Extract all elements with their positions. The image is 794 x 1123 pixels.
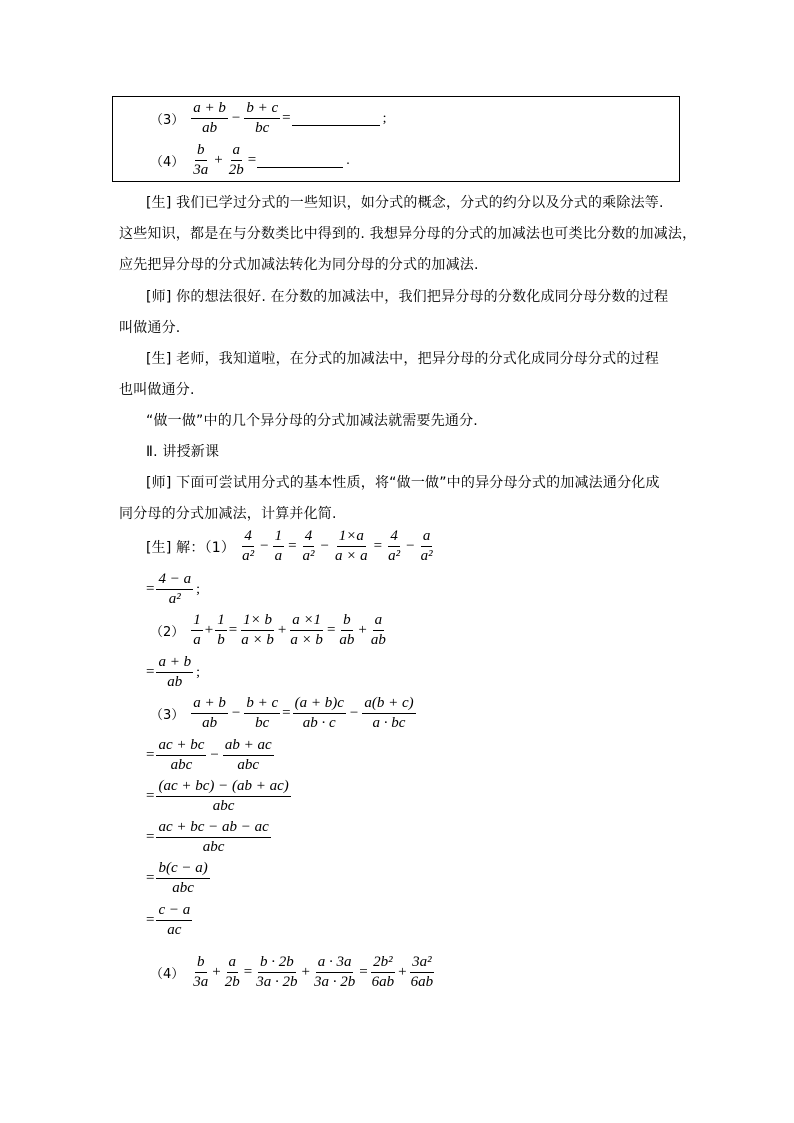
fraction: $\frac{b + c}{bc}$ xyxy=(246,695,279,731)
fraction: $\frac{1\times a}{a \times a}$ xyxy=(335,528,368,564)
fraction: $\frac{ab + ac}{\text{abc}}$ xyxy=(224,737,272,773)
solution-2-line: （2） $\frac{1}{a}$ + $\frac{1}{b}$ = $\frac{1\times b}{a \times b}$ + $\frac{a \times 1}{a \times b}$ = $\frac{b}{ab}$ + $\frac{a}{ab}$ xyxy=(150,612,386,648)
paragraph-line: 这些知识，都是在与分数类比中得到的. 我想异分母的分式的加减法也可类比分数的加减法， xyxy=(119,226,697,242)
fraction: $\frac{(a + b)c}{ab \cdot c}$ xyxy=(294,695,344,731)
paragraph-line: 同分母的分式加减法，计算并化简. xyxy=(119,506,337,522)
fraction: $\frac{ac + bc}{\text{abc}}$ xyxy=(158,737,205,773)
item-label: （4） xyxy=(150,155,185,170)
fraction: $\frac{1\times b}{a \times b}$ xyxy=(241,612,274,648)
fraction: $\frac{a}{2b}$ xyxy=(224,954,240,990)
paragraph-line: [生] 老师，我知道啦，在分式的加减法中，把异分母的分式化成同分母分式的过程 xyxy=(146,351,659,367)
fraction: $\frac{\text{2b²}}{6ab}$ xyxy=(371,954,395,990)
solution-3-step: = $\frac{ac + bc}{\text{abc}}$ − $\frac{ab + ac}{\text{abc}}$ xyxy=(146,737,272,773)
fraction: $\frac{c - a}{ac}$ xyxy=(158,902,191,938)
paragraph-line: [师] 下面可尝试用分式的基本性质，将“做一做”中的异分母分式的加减法通分化成 xyxy=(146,475,660,491)
answer-blank[interactable] xyxy=(292,111,380,126)
fraction: $\frac{1}{a}$ xyxy=(193,612,201,648)
solution-1-result: = $\frac{4 - a}{\text{a²}}$ ; xyxy=(146,571,200,607)
fraction: $\frac{ac + bc - ab - ac}{\text{abc}}$ xyxy=(158,819,269,855)
fraction: $\frac{4}{\text{a²}}$ xyxy=(242,528,255,564)
fraction: $\frac{b \cdot 2b}{3a \cdot 2b}$ xyxy=(256,954,298,990)
solution-3-step: = $\frac{c - a}{ac}$ xyxy=(146,902,191,938)
answer-blank[interactable] xyxy=(257,153,343,168)
paragraph-line: “做一做”中的几个异分母的分式加减法就需要先通分. xyxy=(146,413,478,429)
paragraph-line: [师] 你的想法很好. 在分数的加减法中，我们把异分母的分数化成同分母分数的过程 xyxy=(146,289,669,305)
fraction: $\frac{b + c}{bc}$ xyxy=(246,100,279,136)
fraction: $\frac{a}{ab}$ xyxy=(370,612,386,648)
fraction: $\frac{(ac + bc) - (ab + ac)}{\text{abc}}$ xyxy=(158,778,289,814)
solution-3-line: （3） $\frac{a + b}{ab}$ − $\frac{b + c}{bc}$ = $\frac{(a + b)c}{ab \cdot c}$ − $\frac{a(b + c)}{a \cdot bc}$ xyxy=(150,695,414,731)
solution-2-result: = $\frac{a + b}{ab}$ ; xyxy=(146,654,200,690)
fraction: $\frac{b}{ab}$ xyxy=(339,612,355,648)
fraction: $\frac{1}{b}$ xyxy=(217,612,225,648)
solution-3-step: = $\frac{ac + bc - ab - ac}{\text{abc}}$ xyxy=(146,819,269,855)
item-label: （3） xyxy=(150,113,185,128)
solution-4-line: （4） $\frac{b}{3a}$ + $\frac{a}{2b}$ = $\frac{b \cdot 2b}{3a \cdot 2b}$ + $\frac{a \cdot 3a}{3a \cdot 2b}$ = $\frac{\text{2b²}}{6ab}$ + $\frac{\text{3a²}}{6ab}$ xyxy=(150,954,434,990)
fraction: $\frac{b}{3a}$ xyxy=(193,142,209,178)
fraction: $\frac{a(b + c)}{a \cdot bc}$ xyxy=(364,695,414,731)
fraction: $\frac{b(c - a)}{\text{abc}}$ xyxy=(158,860,208,896)
fraction: $\frac{a \cdot 3a}{3a \cdot 2b}$ xyxy=(313,954,356,990)
section-heading: Ⅱ. 讲授新课 xyxy=(146,444,220,460)
fraction: $\frac{a + b}{ab}$ xyxy=(158,654,192,690)
fraction: $\frac{4}{\text{a²}}$ xyxy=(302,528,315,564)
paragraph-line: 叫做通分. xyxy=(119,320,181,336)
paragraph-line: 也叫做通分. xyxy=(119,382,195,398)
fraction: $\frac{\text{3a²}}{6ab}$ xyxy=(410,954,434,990)
fraction: $\frac{a + b}{ab}$ xyxy=(193,695,226,731)
fraction: $\frac{b}{3a}$ xyxy=(193,954,209,990)
solution-3-step: = $\frac{b(c - a)}{\text{abc}}$ xyxy=(146,860,208,896)
solution-3-step: = $\frac{(ac + bc) - (ab + ac)}{\text{abc}}$ xyxy=(146,778,289,814)
paragraph-line: 应先把异分母的分式加减法转化为同分母的分式的加减法. xyxy=(119,257,479,273)
solution-1-line: [生] 解：（1） $\frac{4}{\text{a²}}$ − $\frac{1}{a}$ = $\frac{4}{\text{a²}}$ − $\frac{1\times a}{a \times a}$ = $\frac{4}{\text{a²}}$ − $\frac{a}{\text{a²}}$ xyxy=(146,528,433,564)
fraction: $\frac{a}{2b}$ xyxy=(228,142,244,178)
fraction: $\frac{a}{\text{a²}}$ xyxy=(420,528,433,564)
fraction: $\frac{a + b}{ab}$ xyxy=(193,100,226,136)
exercise-item-3: （3） $\frac{a + b}{ab}$ − $\frac{b + c}{bc}$ = ; xyxy=(150,100,387,136)
fraction: $\frac{a \times 1}{a \times b}$ xyxy=(290,612,323,648)
exercise-item-4: （4） $\frac{b}{3a}$ + $\frac{a}{2b}$ = . xyxy=(150,142,350,178)
fraction: $\frac{1}{a}$ xyxy=(274,528,283,564)
paragraph-line: [生] 我们已学过分式的一些知识，如分式的概念，分式的约分以及分式的乘除法等. xyxy=(146,195,664,211)
fraction: $\frac{4}{\text{a²}}$ xyxy=(388,528,401,564)
fraction: $\frac{4 - a}{\text{a²}}$ xyxy=(158,571,192,607)
